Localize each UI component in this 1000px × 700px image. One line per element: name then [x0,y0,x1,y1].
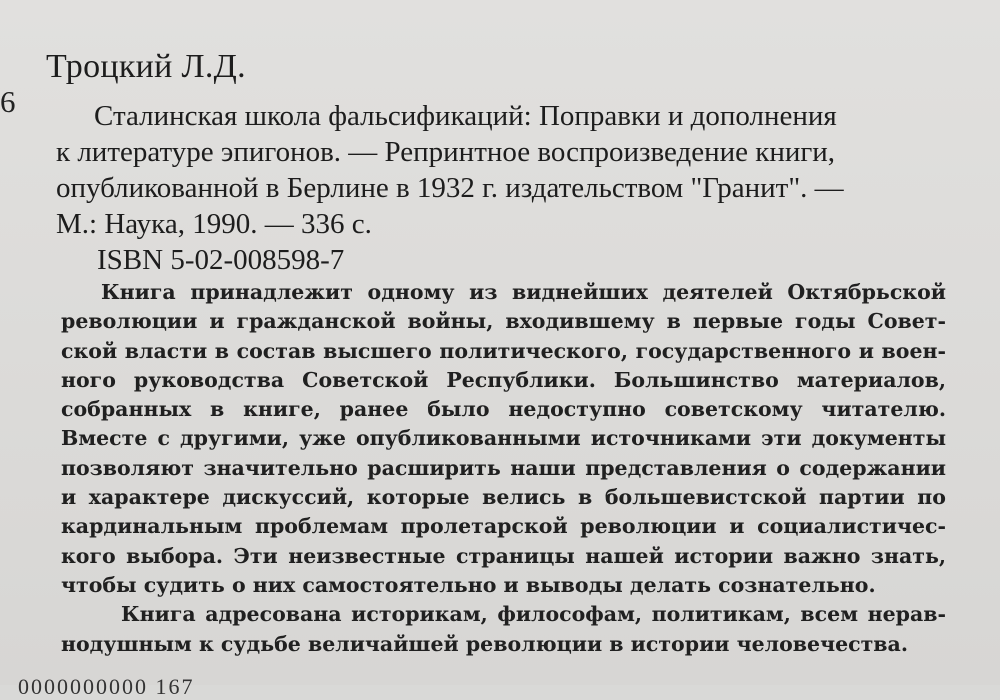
bibliographic-citation [56,98,946,278]
annotation-line: позволяют значительно расширить наши представления о содержании [61,455,946,480]
cut-off-footer-text: 0000000000 167 [18,674,195,699]
citation-line: к литературе эпигонов. — Репринтное воспроизведение книги, [56,136,836,168]
citation-line: Сталинская школа фальсификаций: Поправки и дополнения [94,100,837,132]
annotation-line: чтобы судить о них самостоятельно и выводы делать сознательно. [61,572,876,597]
annotation-line: Вместе с другими, уже опубликованными источниками эти документы [61,426,946,451]
annotation-line: и характере дискуссий, которые велись в большевистской партии по [61,485,946,510]
annotation-line: кардинальным проблемам пролетарской революции и социалистичес- [61,514,946,539]
author-heading: Троцкий Л.Д. [46,48,246,85]
isbn: ISBN 5-02-008598-7 [97,244,345,276]
citation-line: опубликованной в Берлине в 1932 г. издательством "Гранит". — [56,172,844,204]
annotation-line: ного руководства Советской Республики. Большинство материалов, [61,367,946,392]
annotation-line: революции и гражданской войны, входившему в первые годы Совет- [61,309,946,334]
annotation-line: ской власти в состав высшего политического, государственного и воен- [61,338,946,363]
annotation-line: кого выбора. Эти неизвестные страницы нашей истории важно знать, [61,543,946,568]
annotation-line: собранных в книге, ранее было недоступно советскому читателю. [61,397,946,422]
margin-mark: 6 [0,84,16,119]
citation-line: М.: Наука, 1990. — 336 с. [56,208,372,240]
annotation-line: нодушным к судьбе величайшей революции в истории человечества. [61,631,908,656]
annotation-line: Книга адресована историкам, философам, политикам, всем нерав- [121,602,946,627]
annotation-text [61,278,946,659]
annotation-line: Книга принадлежит одному из виднейших деятелей Октябрьской [101,280,946,304]
